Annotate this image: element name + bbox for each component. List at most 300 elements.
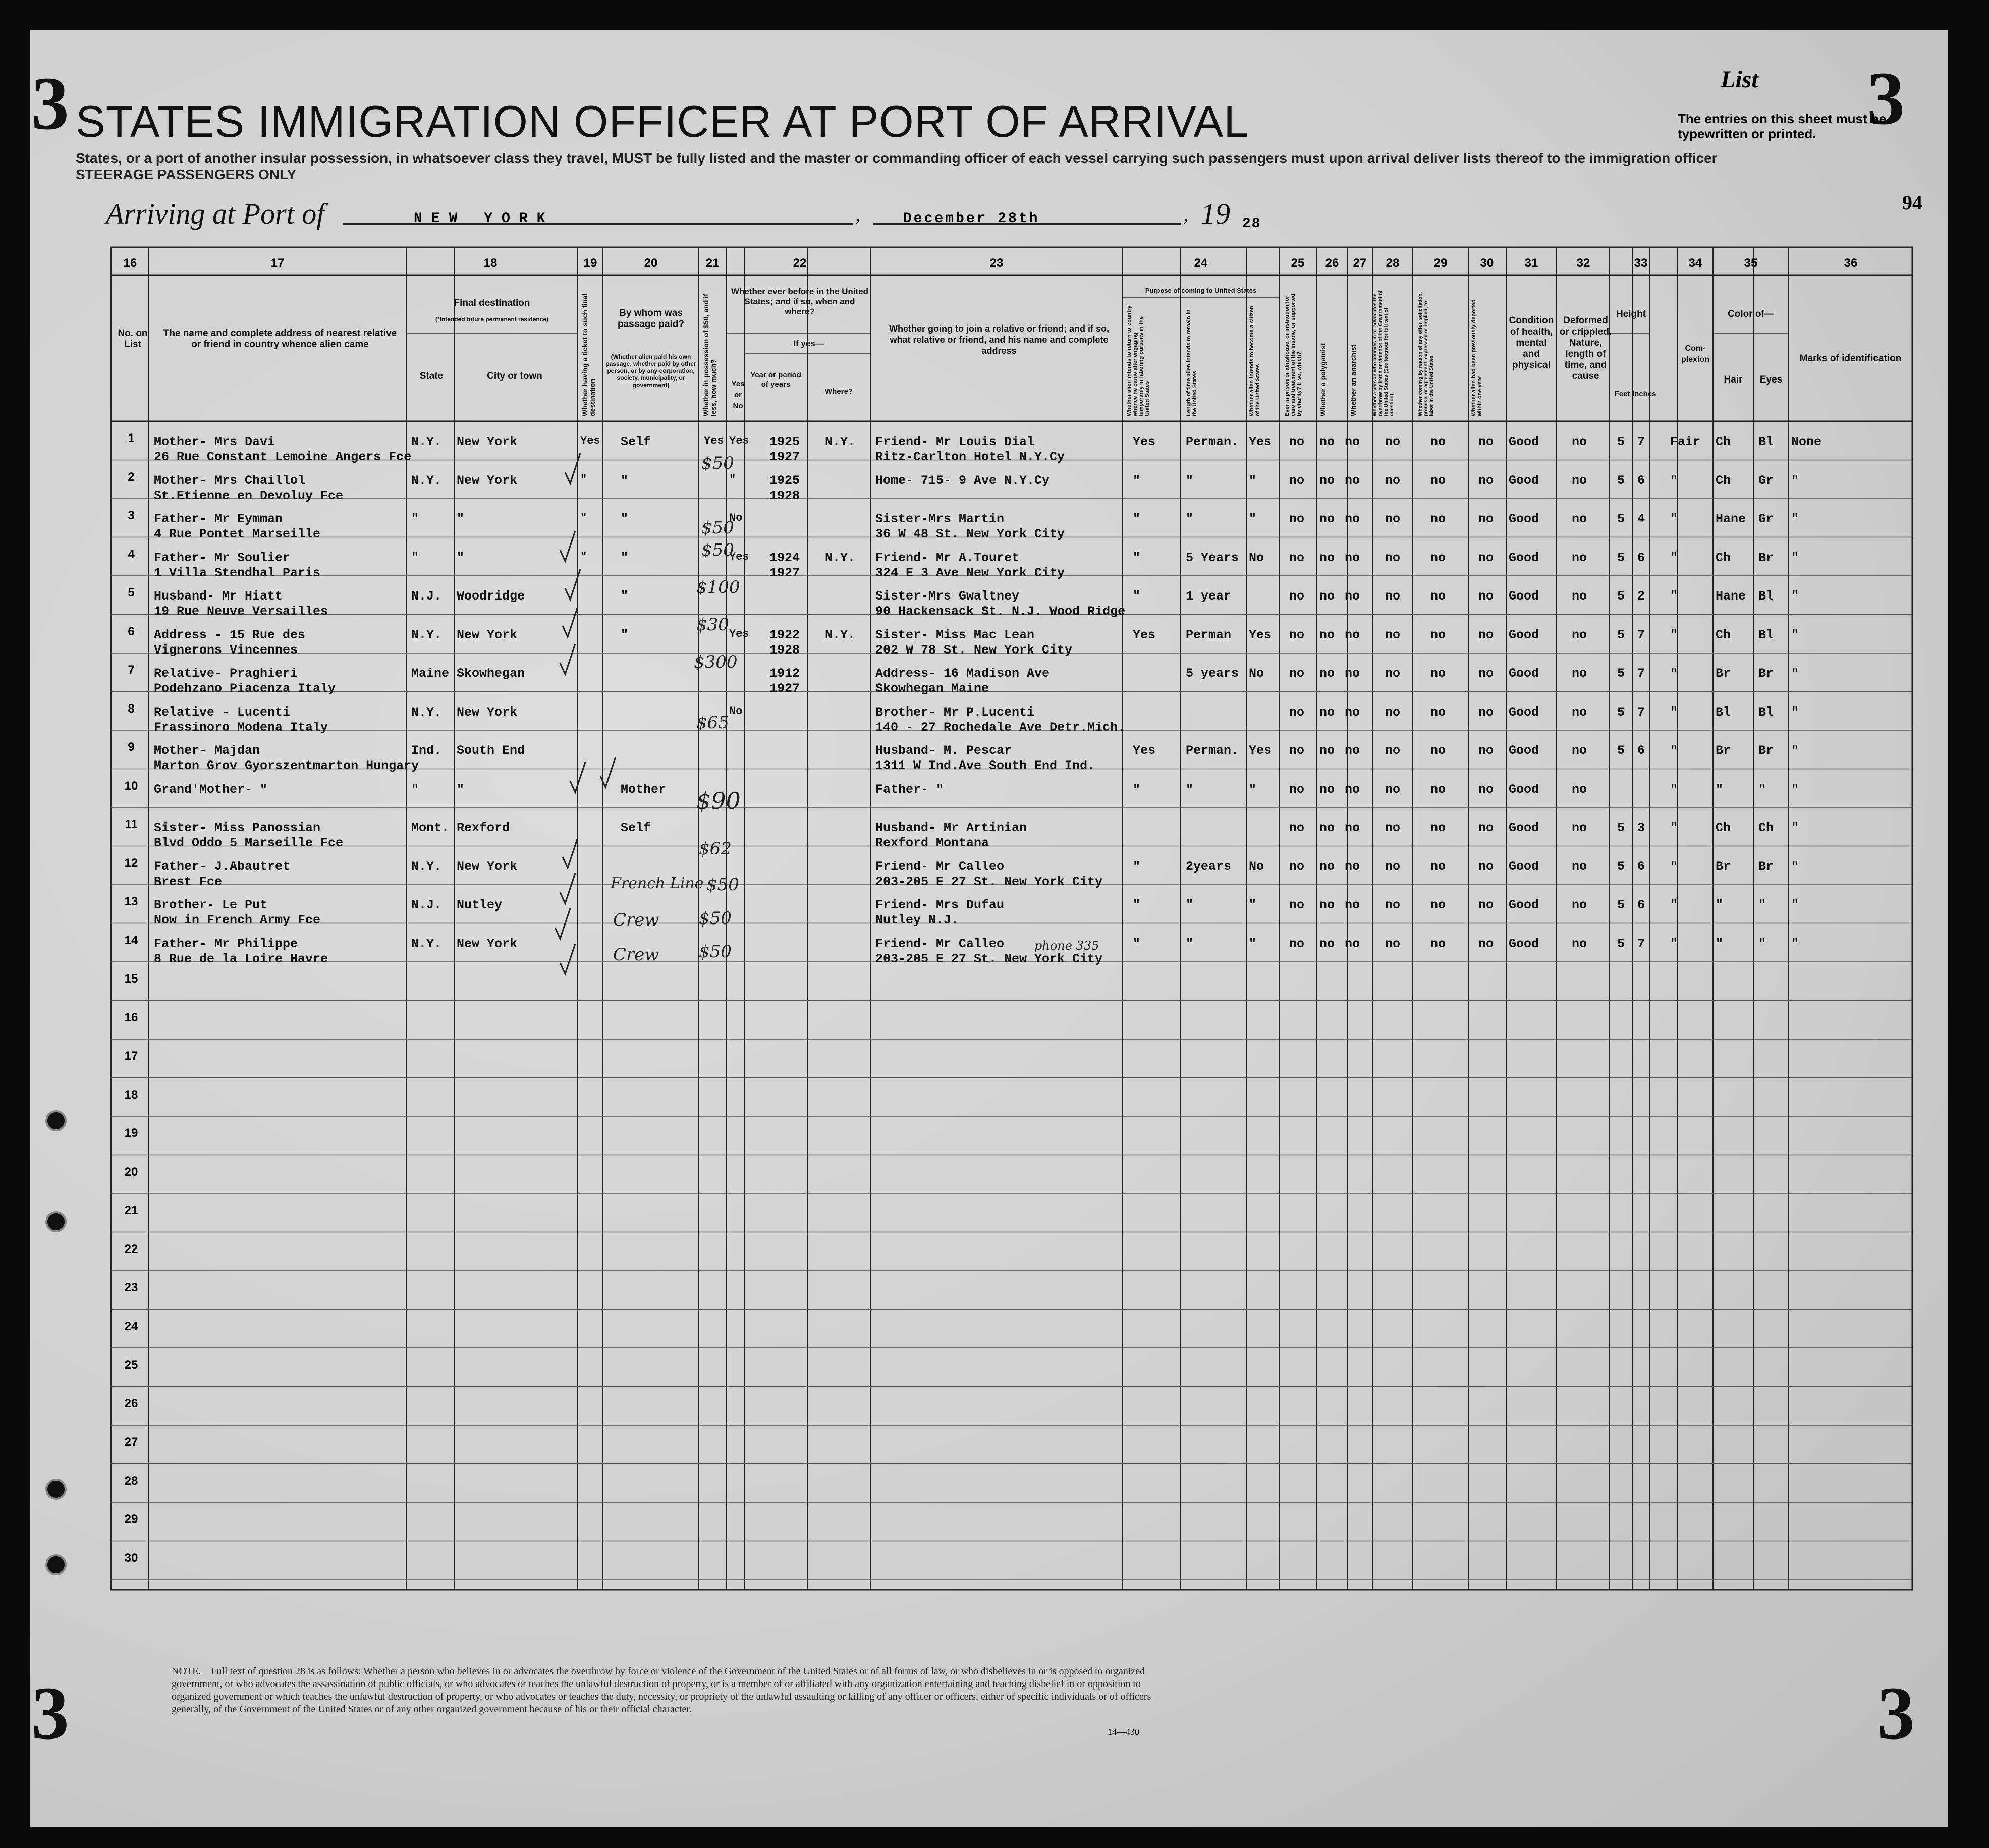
relative-name: Father- Mr Philippe bbox=[154, 936, 298, 951]
joining-relative: Sister-Mrs Martin bbox=[875, 512, 1005, 526]
hdr-ticket: Whether having a ticket to such final destination bbox=[581, 293, 596, 416]
row-number: 6 bbox=[128, 624, 135, 638]
complexion: " bbox=[1670, 859, 1678, 874]
polygamist-answer: no bbox=[1319, 473, 1335, 488]
years-in-us: 1912 bbox=[769, 666, 800, 681]
row-number: 1 bbox=[128, 431, 135, 445]
overthrow-answer: no bbox=[1385, 627, 1401, 642]
offer-answer: no bbox=[1430, 898, 1446, 912]
height-inches: 3 bbox=[1637, 821, 1645, 835]
page-title: STATES IMMIGRATION OFFICER AT PORT OF ARRIVAL bbox=[76, 96, 1249, 146]
polygamist-answer: no bbox=[1319, 704, 1335, 720]
height-inches: 6 bbox=[1637, 473, 1645, 488]
height-inches: 4 bbox=[1637, 512, 1645, 526]
anarchist-answer: no bbox=[1345, 743, 1360, 758]
years-in-us: 1922 bbox=[769, 627, 800, 642]
height-feet: 5 bbox=[1617, 473, 1625, 488]
complexion: " bbox=[1670, 473, 1678, 488]
column-number: 23 bbox=[989, 256, 1004, 270]
hair-color: Ch bbox=[1716, 434, 1731, 449]
relative-name: Mother- Mrs Davi bbox=[154, 434, 275, 449]
deformed-answer: no bbox=[1572, 627, 1587, 642]
anarchist-answer: no bbox=[1345, 666, 1360, 681]
relative-name: Sister- Miss Panossian bbox=[154, 821, 321, 835]
overthrow-answer: no bbox=[1385, 512, 1401, 526]
ticket-value: " bbox=[580, 473, 587, 486]
relative-address: Podehzano Piacenza Italy bbox=[154, 681, 336, 696]
offer-answer: no bbox=[1430, 859, 1446, 874]
dest-city: Nutley bbox=[457, 898, 503, 912]
health-condition: Good bbox=[1509, 859, 1539, 874]
relative-name: Father- Mr Eymman bbox=[154, 512, 283, 526]
dest-city: New York bbox=[457, 473, 518, 488]
deformed-answer: no bbox=[1572, 434, 1587, 449]
joining-address: Rexford Montana bbox=[875, 836, 989, 850]
row-number: 20 bbox=[124, 1165, 138, 1179]
anarchist-answer: no bbox=[1345, 589, 1360, 604]
deported-answer: no bbox=[1478, 627, 1494, 642]
purpose-length: Perman. bbox=[1186, 434, 1239, 449]
height-inches: 7 bbox=[1637, 936, 1645, 951]
purpose-citizen: Yes bbox=[1249, 434, 1272, 449]
dest-city: New York bbox=[457, 704, 518, 720]
column-number: 16 bbox=[123, 256, 137, 270]
hdr-deformed: Deformed or crippled. Nature, length of time, and cause bbox=[1559, 315, 1612, 382]
years-in-us: 1927 bbox=[769, 450, 800, 464]
relative-name: Brother- Le Put bbox=[154, 898, 268, 912]
complexion: " bbox=[1670, 782, 1678, 797]
corner-mark-top-left: 3 bbox=[31, 62, 69, 145]
polygamist-answer: no bbox=[1319, 627, 1335, 642]
years-in-us: 1924 bbox=[769, 550, 800, 565]
overthrow-answer: no bbox=[1385, 434, 1401, 449]
purpose-return: " bbox=[1133, 589, 1141, 604]
joining-relative: Brother- Mr P.Lucenti bbox=[875, 704, 1035, 720]
row-number: 14 bbox=[124, 933, 138, 947]
hdr-final-destination: Final destination bbox=[454, 298, 530, 308]
deported-answer: no bbox=[1478, 704, 1494, 720]
joining-address: Nutley N.J. bbox=[875, 913, 959, 928]
relative-address: 19 Rue Neuve Versailles bbox=[154, 604, 328, 619]
joining-address: 140 - 27 Rochedale Ave Detr.Mich. bbox=[875, 720, 1126, 735]
health-condition: Good bbox=[1509, 936, 1539, 951]
hdr-color-of: Color of— bbox=[1728, 309, 1774, 319]
overthrow-answer: no bbox=[1385, 550, 1401, 565]
hdr-money: Whether in possession of $50, and if less, how much? bbox=[702, 294, 717, 416]
deformed-answer: no bbox=[1572, 859, 1587, 874]
prison-answer: no bbox=[1289, 898, 1305, 912]
passage-paid-by: " bbox=[621, 627, 629, 642]
hdr-final-destination-note: (*Intended future permanent residence) bbox=[435, 316, 549, 323]
ever-before-yes-no: Yes bbox=[729, 550, 749, 563]
passage-paid-by: Mother bbox=[621, 782, 667, 797]
dest-city: " bbox=[457, 550, 465, 565]
identification-marks: " bbox=[1791, 936, 1799, 951]
joining-relative: Friend- Mr A.Touret bbox=[875, 550, 1020, 565]
dest-state: N.Y. bbox=[411, 627, 442, 642]
column-number: 27 bbox=[1353, 256, 1367, 270]
dest-state: Mont. bbox=[411, 821, 450, 835]
handwritten-money-6: $300 bbox=[694, 652, 738, 672]
overthrow-answer: no bbox=[1385, 782, 1401, 797]
purpose-length: 2years bbox=[1186, 859, 1232, 874]
overthrow-answer: no bbox=[1385, 936, 1401, 951]
purpose-return: Yes bbox=[1133, 627, 1156, 642]
height-inches: 6 bbox=[1637, 550, 1645, 565]
purpose-citizen: No bbox=[1249, 859, 1264, 874]
overthrow-answer: no bbox=[1385, 589, 1401, 604]
date-value: December 28th bbox=[903, 211, 1040, 227]
ever-before-yes-no: Yes bbox=[729, 627, 749, 640]
row-number: 27 bbox=[124, 1435, 138, 1449]
handwritten-money-4: $100 bbox=[696, 577, 740, 597]
identification-marks: " bbox=[1791, 627, 1799, 642]
purpose-length: " bbox=[1186, 936, 1194, 951]
joining-relative: Sister-Mrs Gwaltney bbox=[875, 589, 1020, 604]
identification-marks: " bbox=[1791, 821, 1799, 835]
column-number: 24 bbox=[1194, 256, 1208, 270]
dest-state: N.Y. bbox=[411, 704, 442, 720]
instructions-line: States, or a port of another insular possession, in whatsoever class they travel, MUST be fully listed and the master or commanding officer of each vessel carrying such passengers must upon arrival deliver lists thereof to the immigration officer bbox=[76, 150, 1718, 166]
identification-marks: " bbox=[1791, 782, 1799, 797]
hair-color: " bbox=[1716, 936, 1724, 951]
page-number: 94 bbox=[1902, 191, 1922, 214]
dest-state: N.Y. bbox=[411, 936, 442, 951]
passage-paid-by: Self bbox=[621, 434, 651, 449]
prison-answer: no bbox=[1289, 434, 1305, 449]
relative-name: Grand'Mother- " bbox=[154, 782, 268, 797]
corner-mark-bottom-left: 3 bbox=[31, 1671, 69, 1755]
row-number: 16 bbox=[124, 1010, 138, 1024]
column-number: 17 bbox=[270, 256, 285, 270]
hdr-polygamist: Whether a polygamist bbox=[1319, 343, 1327, 416]
handwritten-money-13: $50 bbox=[699, 908, 732, 929]
anarchist-answer: no bbox=[1345, 512, 1360, 526]
polygamist-answer: no bbox=[1319, 782, 1335, 797]
column-number: 20 bbox=[644, 256, 658, 270]
offer-answer: no bbox=[1430, 743, 1446, 758]
polygamist-answer: no bbox=[1319, 434, 1335, 449]
health-condition: Good bbox=[1509, 627, 1539, 642]
dest-state: N.Y. bbox=[411, 473, 442, 488]
hdr-if-yes: If yes— bbox=[793, 339, 824, 348]
purpose-return: " bbox=[1133, 859, 1141, 874]
purpose-citizen: " bbox=[1249, 473, 1257, 488]
hdr-hair: Hair bbox=[1724, 374, 1743, 385]
health-condition: Good bbox=[1509, 434, 1539, 449]
relative-name: Father- J.Abautret bbox=[154, 859, 291, 874]
dest-city: Woodridge bbox=[457, 589, 525, 604]
deported-answer: no bbox=[1478, 936, 1494, 951]
joining-address: Ritz-Carlton Hotel N.Y.Cy bbox=[875, 450, 1065, 464]
column-number: 31 bbox=[1524, 256, 1538, 270]
polygamist-answer: no bbox=[1319, 550, 1335, 565]
purpose-return: Yes bbox=[1133, 434, 1156, 449]
deformed-answer: no bbox=[1572, 473, 1587, 488]
health-condition: Good bbox=[1509, 512, 1539, 526]
height-feet: 5 bbox=[1617, 704, 1625, 720]
eye-color: " bbox=[1758, 898, 1766, 912]
purpose-citizen: " bbox=[1249, 898, 1257, 912]
eye-color: Br bbox=[1758, 859, 1774, 874]
where-in-us: N.Y. bbox=[825, 550, 856, 565]
overthrow-answer: no bbox=[1385, 743, 1401, 758]
height-inches: 6 bbox=[1637, 898, 1645, 912]
steerage-label: STEERAGE PASSENGERS ONLY bbox=[76, 167, 297, 182]
row-number: 4 bbox=[128, 547, 135, 561]
prison-answer: no bbox=[1289, 589, 1305, 604]
deported-answer: no bbox=[1478, 898, 1494, 912]
eye-color: Bl bbox=[1758, 434, 1774, 449]
dest-city: New York bbox=[457, 434, 518, 449]
deformed-answer: no bbox=[1572, 743, 1587, 758]
hair-color: Br bbox=[1716, 859, 1731, 874]
height-inches: 7 bbox=[1637, 434, 1645, 449]
dest-city: " bbox=[457, 512, 465, 526]
relative-name: Husband- Mr Hiatt bbox=[154, 589, 283, 604]
row-number: 3 bbox=[128, 509, 135, 522]
complexion: " bbox=[1670, 512, 1678, 526]
deformed-answer: no bbox=[1572, 550, 1587, 565]
complexion: " bbox=[1670, 589, 1678, 604]
port-value: NEW YORK bbox=[414, 211, 555, 227]
purpose-return: " bbox=[1133, 512, 1141, 526]
overthrow-answer: no bbox=[1385, 898, 1401, 912]
deported-answer: no bbox=[1478, 782, 1494, 797]
handwritten-money-3: $50 bbox=[701, 540, 734, 560]
handwritten-money-12: $50 bbox=[706, 875, 739, 895]
deported-answer: no bbox=[1478, 473, 1494, 488]
eye-color: Gr bbox=[1758, 512, 1774, 526]
relative-address: Now in French Army Fce bbox=[154, 913, 321, 928]
joining-address: 202 W 78 St. New York City bbox=[875, 642, 1073, 658]
hair-color: Hane bbox=[1716, 512, 1746, 526]
handwritten-money-5: $30 bbox=[696, 615, 729, 635]
relative-address: Vignerons Vincennes bbox=[154, 642, 298, 658]
joining-relative: Friend- Mr Louis Dial bbox=[875, 434, 1035, 449]
anarchist-answer: no bbox=[1345, 704, 1360, 720]
comma-1: , bbox=[855, 202, 860, 225]
overthrow-answer: no bbox=[1385, 821, 1401, 835]
identification-marks: " bbox=[1791, 666, 1799, 681]
identification-marks: " bbox=[1791, 898, 1799, 912]
identification-marks: " bbox=[1791, 704, 1799, 720]
purpose-length: 5 Years bbox=[1186, 550, 1239, 565]
height-feet: 5 bbox=[1617, 743, 1625, 758]
offer-answer: no bbox=[1430, 782, 1446, 797]
row-number: 12 bbox=[124, 856, 138, 870]
years-in-us: 1928 bbox=[769, 488, 800, 503]
hdr-state: State bbox=[419, 371, 444, 382]
ever-before-yes-no: Yes bbox=[729, 434, 749, 447]
hdr-year-period: Year or period of years bbox=[750, 371, 801, 389]
identification-marks: " bbox=[1791, 589, 1799, 604]
joining-relative: Friend- Mr Calleo bbox=[875, 936, 1005, 951]
complexion: " bbox=[1670, 704, 1678, 720]
height-inches: 7 bbox=[1637, 627, 1645, 642]
anarchist-answer: no bbox=[1345, 473, 1360, 488]
prison-answer: no bbox=[1289, 782, 1305, 797]
identification-marks: " bbox=[1791, 859, 1799, 874]
purpose-citizen: No bbox=[1249, 666, 1264, 681]
height-feet: 5 bbox=[1617, 898, 1625, 912]
complexion: " bbox=[1670, 627, 1678, 642]
list-label: List bbox=[1721, 66, 1758, 93]
handwritten-money-1: $50 bbox=[701, 453, 734, 473]
column-number: 35 bbox=[1744, 256, 1758, 270]
joining-relative: Father- " bbox=[875, 782, 944, 797]
hdr-anarchist: Whether an anarchist bbox=[1349, 344, 1357, 416]
hdr-height: Height bbox=[1616, 309, 1646, 319]
column-number: 36 bbox=[1844, 256, 1858, 270]
height-inches: 7 bbox=[1637, 704, 1645, 720]
polygamist-answer: no bbox=[1319, 743, 1335, 758]
column-number: 25 bbox=[1291, 256, 1305, 270]
offer-answer: no bbox=[1430, 627, 1446, 642]
row-number: 19 bbox=[124, 1126, 138, 1140]
eye-color: Br bbox=[1758, 666, 1774, 681]
height-feet: 5 bbox=[1617, 666, 1625, 681]
eye-color: " bbox=[1758, 782, 1766, 797]
relative-address: 8 Rue de la Loire Havre bbox=[154, 951, 328, 966]
anarchist-answer: no bbox=[1345, 859, 1360, 874]
hair-color: " bbox=[1716, 782, 1724, 797]
relative-name: Relative - Lucenti bbox=[154, 704, 291, 720]
money-value: Yes bbox=[704, 434, 724, 447]
handwritten-paid-12: French Line bbox=[611, 875, 704, 892]
hdr-overthrow: Whether a person who believes in or advocates the overthrow by force or violence of the Government of the United States (See footnote for full text of question) bbox=[1372, 290, 1395, 416]
hdr-prison: Ever in prison or almshouse, or institution for care and treatment of the insane, or supported by charity? If so, which? bbox=[1284, 293, 1302, 416]
deformed-answer: no bbox=[1572, 589, 1587, 604]
health-condition: Good bbox=[1509, 782, 1539, 797]
deported-answer: no bbox=[1478, 434, 1494, 449]
purpose-length: " bbox=[1186, 473, 1194, 488]
deformed-answer: no bbox=[1572, 704, 1587, 720]
health-condition: Good bbox=[1509, 898, 1539, 912]
purpose-citizen: " bbox=[1249, 936, 1257, 951]
relative-name: Address - 15 Rue des bbox=[154, 627, 306, 642]
deported-answer: no bbox=[1478, 589, 1494, 604]
health-condition: Good bbox=[1509, 473, 1539, 488]
joining-relative: Home- 715- 9 Ave N.Y.Cy bbox=[875, 473, 1050, 488]
hair-color: Ch bbox=[1716, 473, 1731, 488]
passage-paid-by: " bbox=[621, 589, 629, 604]
handwritten-money-8: $65 bbox=[696, 713, 729, 733]
relative-name: Father- Mr Soulier bbox=[154, 550, 291, 565]
offer-answer: no bbox=[1430, 666, 1446, 681]
relative-address: 1 Villa Stendhal Paris bbox=[154, 565, 321, 580]
years-in-us: 1925 bbox=[769, 473, 800, 488]
column-number: 33 bbox=[1634, 256, 1648, 270]
overthrow-answer: no bbox=[1385, 666, 1401, 681]
identification-marks: " bbox=[1791, 743, 1799, 758]
offer-answer: no bbox=[1430, 589, 1446, 604]
dest-state: N.Y. bbox=[411, 434, 442, 449]
purpose-return: " bbox=[1133, 898, 1141, 912]
ever-before-yes-no: No bbox=[729, 512, 743, 524]
dest-city: New York bbox=[457, 627, 518, 642]
hdr-passage-note: (Whether alien paid his own passage, whether paid by other person, or by any corporation, society, municipality, or government) bbox=[605, 353, 696, 389]
joining-address: 90 Hackensack St. N.J. Wood Ridge bbox=[875, 604, 1126, 619]
deported-answer: no bbox=[1478, 821, 1494, 835]
height-inches: 6 bbox=[1637, 859, 1645, 874]
anarchist-answer: no bbox=[1345, 434, 1360, 449]
polygamist-answer: no bbox=[1319, 666, 1335, 681]
dest-city: Skowhegan bbox=[457, 666, 525, 681]
prison-answer: no bbox=[1289, 627, 1305, 642]
column-number: 28 bbox=[1386, 256, 1400, 270]
column-number: 32 bbox=[1576, 256, 1590, 270]
height-inches: 6 bbox=[1637, 743, 1645, 758]
hair-color: Br bbox=[1716, 743, 1731, 758]
relative-address: St.Etienne en Devoluy Fce bbox=[154, 488, 344, 503]
column-number: 29 bbox=[1433, 256, 1448, 270]
prison-answer: no bbox=[1289, 821, 1305, 835]
ticket-value: Yes bbox=[580, 434, 600, 447]
prison-answer: no bbox=[1289, 859, 1305, 874]
height-feet: 5 bbox=[1617, 589, 1625, 604]
relative-address: Blvd Oddo 5 Marseille Fce bbox=[154, 836, 344, 850]
eye-color: Br bbox=[1758, 550, 1774, 565]
complexion: " bbox=[1670, 743, 1678, 758]
purpose-return: " bbox=[1133, 782, 1141, 797]
column-number: 21 bbox=[705, 256, 720, 270]
where-in-us: N.Y. bbox=[825, 434, 856, 449]
row-number: 17 bbox=[124, 1049, 138, 1063]
height-feet: 5 bbox=[1617, 821, 1625, 835]
row-number: 11 bbox=[125, 818, 138, 831]
anarchist-answer: no bbox=[1345, 782, 1360, 797]
deported-answer: no bbox=[1478, 550, 1494, 565]
hdr-ever-before: Whether ever before in the United States; and if so, when and where? bbox=[731, 287, 869, 316]
purpose-citizen: Yes bbox=[1249, 743, 1272, 758]
hdr-eyes: Eyes bbox=[1759, 374, 1783, 385]
relative-address: Brest Fce bbox=[154, 874, 223, 889]
form-number: 14—430 bbox=[1108, 1727, 1139, 1737]
hair-color: Ch bbox=[1716, 821, 1731, 835]
dest-state: N.J. bbox=[411, 589, 442, 604]
height-feet: 5 bbox=[1617, 936, 1625, 951]
dest-city: New York bbox=[457, 936, 518, 951]
height-feet: 5 bbox=[1617, 434, 1625, 449]
purpose-return: " bbox=[1133, 473, 1141, 488]
row-number: 24 bbox=[124, 1319, 138, 1333]
deported-answer: no bbox=[1478, 666, 1494, 681]
row-number: 15 bbox=[124, 972, 138, 986]
hdr-feet: Feet bbox=[1614, 390, 1630, 398]
deformed-answer: no bbox=[1572, 898, 1587, 912]
hair-color: Bl bbox=[1716, 704, 1731, 720]
purpose-citizen: No bbox=[1249, 550, 1264, 565]
year-prefix: 19 bbox=[1201, 197, 1230, 230]
joining-address: 203-205 E 27 St. New York City bbox=[875, 874, 1103, 889]
handwritten-money-9-10: $90 bbox=[696, 787, 741, 814]
row-number: 7 bbox=[128, 663, 135, 677]
dest-city: South End bbox=[457, 743, 525, 758]
anarchist-answer: no bbox=[1345, 936, 1360, 951]
joining-relative: Husband- Mr Artinian bbox=[875, 821, 1027, 835]
row-number: 21 bbox=[124, 1204, 138, 1217]
purpose-return: " bbox=[1133, 550, 1141, 565]
hdr-nearest-relative: The name and complete address of nearest relative or friend in country whence alien came bbox=[163, 328, 397, 350]
dest-state: N.J. bbox=[411, 898, 442, 912]
dest-state: " bbox=[411, 550, 419, 565]
hdr-purpose-citizen: Whether alien intends to become a citizen of the United States bbox=[1249, 306, 1261, 416]
deformed-answer: no bbox=[1572, 821, 1587, 835]
deported-answer: no bbox=[1478, 859, 1494, 874]
height-feet: 5 bbox=[1617, 627, 1625, 642]
deformed-answer: no bbox=[1572, 512, 1587, 526]
